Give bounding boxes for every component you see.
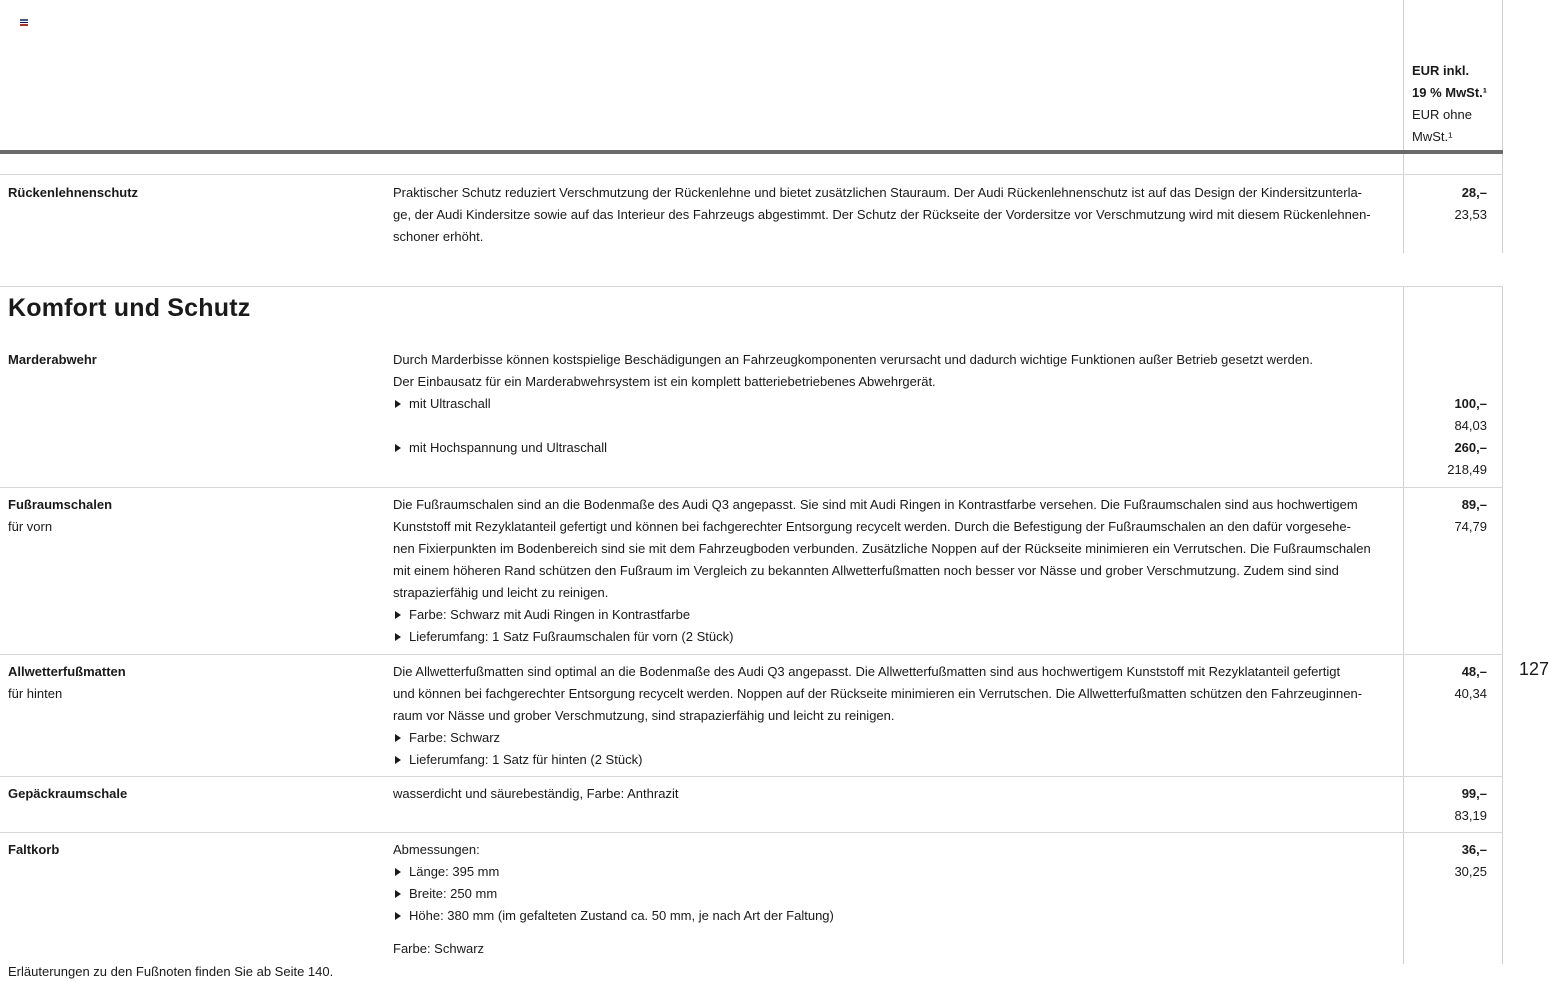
description-line: raum vor Nässe und grober Verschmutzung, sind strapazierfähig und leicht zu reinigen. bbox=[393, 708, 895, 723]
price-gepaeckraumschale bbox=[1397, 783, 1487, 827]
price-gross: 36,– bbox=[1461, 842, 1487, 857]
price-allwetterfussmatten bbox=[1397, 661, 1487, 705]
item-description-allwetterfussmatten bbox=[393, 661, 1396, 771]
bullet-item: Lieferumfang: 1 Satz für hinten (2 Stück) bbox=[393, 749, 1396, 771]
divider bbox=[0, 174, 1503, 175]
color-note: Farbe: Schwarz bbox=[393, 941, 485, 956]
item-name-fussraumschalen bbox=[8, 494, 378, 538]
bullet-item: Höhe: 380 mm (im gefalteten Zustand ca. 50 mm, je nach Art der Faltung) bbox=[393, 905, 1396, 927]
description-line: nen Fixierpunkten im Bodenbereich sind sie mit dem Fahrzeugboden verbunden. Zusätzliche Noppen auf der Rückseite minimieren ein Verrutschen. Die Fußraumschalen bbox=[393, 541, 1371, 556]
price-gross: 260,– bbox=[1454, 440, 1487, 455]
bullet-item: Breite: 250 mm bbox=[393, 883, 1396, 905]
item-description-faltkorb bbox=[393, 839, 1396, 960]
option-bullet: mit Ultraschall bbox=[393, 393, 1396, 415]
section-title: Komfort und Schutz bbox=[8, 294, 251, 322]
price-gross: 99,– bbox=[1461, 786, 1487, 801]
price-gross: 48,– bbox=[1461, 664, 1487, 679]
bullet-item: Farbe: Schwarz mit Audi Ringen in Kontrastfarbe bbox=[393, 604, 1396, 626]
price-net: 74,79 bbox=[1454, 519, 1487, 534]
item-name-marderabwehr bbox=[8, 349, 378, 371]
item-description-fussraumschalen bbox=[393, 494, 1396, 648]
description-line: Der Einbausatz für ein Marderabwehrsystem ist ein komplett batteriebetriebenes Abwehrgerät. bbox=[393, 374, 936, 389]
description-line: Die Allwetterfußmatten sind optimal an die Bodenmaße des Audi Q3 angepasst. Die Allwetterfußmatten sind aus hochwertigem Kunststoff mit Rezyklatanteil gefertigt bbox=[393, 664, 1341, 679]
price-faltkorb bbox=[1397, 839, 1487, 883]
menu-icon[interactable] bbox=[20, 19, 28, 27]
page-number: 127 bbox=[1519, 659, 1550, 679]
description-line: Abmessungen: bbox=[393, 842, 480, 857]
item-title: Allwetterfußmatten bbox=[8, 664, 126, 679]
price-net: 83,19 bbox=[1454, 808, 1487, 823]
item-name-rueckenlehnenschutz bbox=[8, 182, 378, 204]
item-name-faltkorb bbox=[8, 839, 378, 861]
description-line: Praktischer Schutz reduziert Verschmutzung der Rückenlehne und bietet zusätzlichen Stauraum. Der Audi Rückenlehnenschutz ist auf das Design der Kindersitzunterla- bbox=[393, 185, 1363, 200]
divider bbox=[0, 487, 1503, 488]
description-line: wasserdicht und säurebeständig, Farbe: Anthrazit bbox=[393, 786, 679, 801]
item-title: Marderabwehr bbox=[8, 352, 97, 367]
option-bullet: mit Hochspannung und Ultraschall bbox=[393, 437, 1396, 459]
bullet-item: Lieferumfang: 1 Satz Fußraumschalen für vorn (2 Stück) bbox=[393, 626, 1396, 648]
item-description-rueckenlehnenschutz bbox=[393, 182, 1396, 248]
price-marderabwehr-ultraschall bbox=[1397, 393, 1487, 481]
price-column-right-border-2 bbox=[1502, 286, 1503, 964]
description-line: und können bei fachgerechter Entsorgung recycelt werden. Noppen auf der Rückseite minimieren ein Verrutschen. Die Allwetterfußmatten schützen den Fahrzeuginnen- bbox=[393, 686, 1363, 701]
description-line: Kunststoff mit Rezyklatanteil gefertigt und können bei fachgerechter Entsorgung recycelt werden. Durch die Befestigung der Fußraumschalen an den dafür vorgesehe- bbox=[393, 519, 1351, 534]
item-title: Fußraumschalen bbox=[8, 497, 113, 512]
price-net: 23,53 bbox=[1454, 207, 1487, 222]
price-net: 30,25 bbox=[1454, 864, 1487, 879]
price-header bbox=[1412, 60, 1502, 148]
description-line: mit einem höheren Rand schützen den Fußraum im Vergleich zu bekannten Allwetterfußmatten noch besser vor Nässe und grober Verschmutzung. Zudem sind sind bbox=[393, 563, 1339, 578]
divider bbox=[0, 286, 1503, 287]
bullet-item: Farbe: Schwarz bbox=[393, 727, 1396, 749]
item-subtitle: für vorn bbox=[8, 519, 53, 534]
price-column-right-border bbox=[1502, 0, 1503, 253]
price-net: 84,03 bbox=[1454, 418, 1487, 433]
footnote: Erläuterungen zu den Fußnoten finden Sie ab Seite 140. bbox=[8, 964, 334, 979]
item-title: Gepäckraumschale bbox=[8, 786, 128, 801]
price-net: 40,34 bbox=[1454, 686, 1487, 701]
price-header-gross-2: 19 % MwSt.¹ bbox=[1412, 85, 1488, 100]
price-gross: 100,– bbox=[1454, 396, 1487, 411]
price-fussraumschalen bbox=[1397, 494, 1487, 538]
item-description-marderabwehr bbox=[393, 349, 1396, 459]
price-header-net-2: MwSt.¹ bbox=[1412, 129, 1453, 144]
description-line: Durch Marderbisse können kostspielige Beschädigungen an Fahrzeugkomponenten verursacht und dadurch wichtige Funktionen außer Betrieb gesetzt werden. bbox=[393, 352, 1313, 367]
item-title: Rückenlehnenschutz bbox=[8, 185, 139, 200]
description-line: strapazierfähig und leicht zu reinigen. bbox=[393, 585, 609, 600]
item-title: Faltkorb bbox=[8, 842, 60, 857]
description-line: ge, der Audi Kindersitze sowie auf das Interieur des Fahrzeugs abgestimmt. Der Schutz der Rückseite der Vordersitze vor Verschmutzung wird mit diesem Rückenlehnen- bbox=[393, 207, 1371, 222]
price-gross: 89,– bbox=[1461, 497, 1487, 512]
divider bbox=[0, 776, 1503, 777]
description-line: schoner erhöht. bbox=[393, 229, 484, 244]
price-header-gross-1: EUR inkl. bbox=[1412, 63, 1470, 78]
item-name-allwetterfussmatten bbox=[8, 661, 378, 705]
item-name-gepaeckraumschale bbox=[8, 783, 378, 805]
description-line: Die Fußraumschalen sind an die Bodenmaße des Audi Q3 angepasst. Sie sind mit Audi Ringen in Kontrastfarbe versehen. Die Fußraumschalen sind aus hochwertigem bbox=[393, 497, 1358, 512]
price-header-net-1: EUR ohne bbox=[1412, 107, 1472, 122]
header-rule bbox=[0, 150, 1503, 154]
price-rueckenlehnenschutz bbox=[1397, 182, 1487, 226]
item-subtitle: für hinten bbox=[8, 686, 63, 701]
price-net: 218,49 bbox=[1447, 462, 1487, 477]
spacer bbox=[393, 415, 1396, 437]
divider bbox=[0, 832, 1503, 833]
item-description-gepaeckraumschale bbox=[393, 783, 1396, 805]
bullet-item: Länge: 395 mm bbox=[393, 861, 1396, 883]
divider bbox=[0, 654, 1503, 655]
price-gross: 28,– bbox=[1461, 185, 1487, 200]
